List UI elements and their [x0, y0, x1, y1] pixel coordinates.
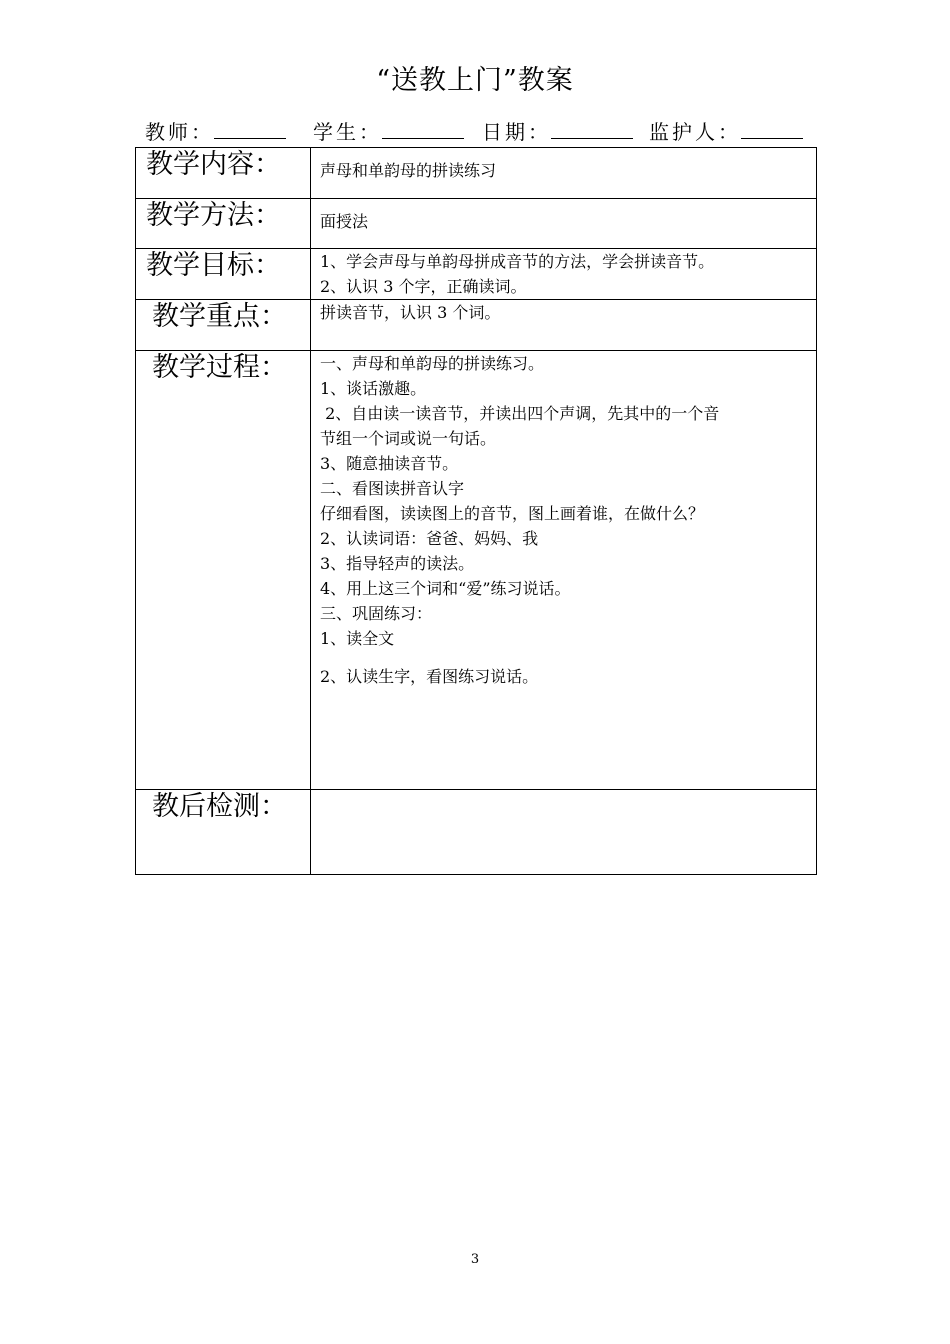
label-cell — [136, 300, 311, 351]
guardian-blank[interactable] — [741, 120, 803, 139]
row-label: 教学内容： — [146, 149, 281, 180]
teacher-label: 教师： — [145, 120, 214, 144]
label-cell — [136, 790, 311, 875]
label-cell — [136, 148, 311, 199]
row-label: 教学过程： — [152, 352, 287, 383]
document-title: “送教上门”教案 — [376, 65, 574, 96]
date-field — [482, 116, 633, 145]
content-cell — [311, 351, 817, 790]
row-label: 教学目标： — [146, 250, 281, 281]
teacher-blank[interactable] — [214, 120, 286, 139]
page-number: 3 — [470, 1252, 480, 1267]
row-teaching-method — [136, 199, 817, 249]
student-blank[interactable] — [382, 120, 464, 139]
content-cell[interactable] — [311, 790, 817, 875]
content-line: 三、巩固练习： — [320, 604, 433, 623]
content-line: 一、声母和单韵母的拼读练习。 — [320, 354, 545, 373]
date-label: 日期： — [482, 120, 551, 144]
teacher-field — [145, 116, 286, 145]
content-line: 2、认读生字，看图练习说话。 — [320, 667, 539, 686]
lesson-plan-table — [135, 147, 817, 875]
content-line: 3、随意抽读音节。 — [320, 454, 459, 473]
label-cell — [136, 199, 311, 249]
content-cell — [311, 249, 817, 300]
label-cell — [136, 249, 311, 300]
content-line: 2、认读词语：爸爸、妈妈、我 — [320, 529, 539, 548]
row-teaching-content — [136, 148, 817, 199]
content-line: 拼读音节，认识 3 个词。 — [320, 303, 501, 322]
date-blank[interactable] — [551, 120, 633, 139]
student-field — [313, 116, 464, 145]
label-cell — [136, 351, 311, 790]
row-teaching-goal — [136, 249, 817, 300]
content-line: 2、自由读一读音节，并读出四个声调，先其中的一个音 — [320, 404, 720, 423]
row-label: 教学重点： — [152, 301, 287, 332]
guardian-field — [649, 116, 803, 145]
content-line: 仔细看图，读读图上的音节，图上画着谁，在做什么？ — [320, 504, 705, 523]
info-line — [145, 116, 815, 146]
content-line: 1、读全文 — [320, 629, 395, 648]
content-line: 1、谈话激趣。 — [320, 379, 427, 398]
content-cell — [311, 199, 817, 249]
content-line: 节组一个词或说一句话。 — [320, 429, 497, 448]
row-teaching-key-point — [136, 300, 817, 351]
row-post-teaching-check — [136, 790, 817, 875]
content-line: 2、认识 3 个字，正确读词。 — [320, 277, 527, 296]
guardian-label: 监护人： — [649, 120, 741, 144]
row-label: 教后检测： — [152, 791, 287, 822]
content-line: 1、学会声母与单韵母拼成音节的方法，学会拼读音节。 — [320, 252, 715, 271]
content-line: 二、看图读拼音认字 — [320, 479, 465, 498]
content-line: 3、指导轻声的读法。 — [320, 554, 475, 573]
row-label: 教学方法： — [146, 200, 281, 231]
student-label: 学生： — [313, 120, 382, 144]
content-line: 声母和单韵母的拼读练习 — [320, 161, 497, 180]
content-line: 4、用上这三个词和“爱”练习说话。 — [320, 579, 571, 598]
content-cell — [311, 148, 817, 199]
row-teaching-process — [136, 351, 817, 790]
content-cell — [311, 300, 817, 351]
content-line: 面授法 — [320, 212, 369, 231]
